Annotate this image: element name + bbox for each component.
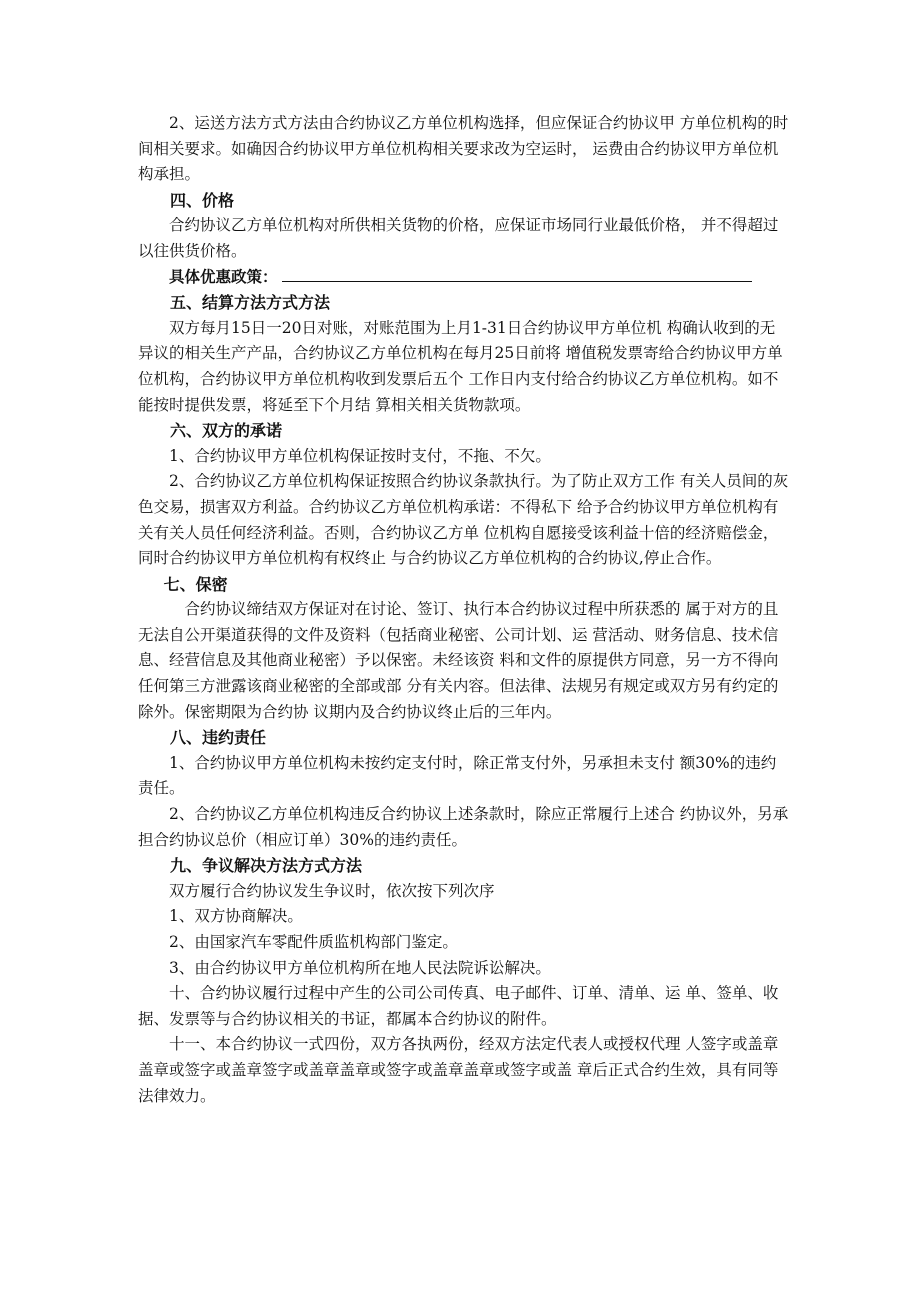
paragraph-attachments: 十、合约协议履行过程中产生的公司公司传真、电子邮件、订单、清单、运 单、签单、收据、发票等与合约协议相关的书证，都属本合约协议的附件。 (138, 984, 779, 1028)
paragraph-copies-effect: 十一、本合约协议一式四份，双方各执两份，经双方法定代表人或授权代理 人签字或盖章盖章或签字或盖章签字或盖章盖章或签字或盖章盖章或签字或盖 章后正式合约生效，具有同等法律效力。 (138, 1035, 779, 1105)
section-heading-settlement: 五、结算方法方式方法 (170, 293, 331, 313)
paragraph-commitment-2: 2、合约协议乙方单位机构保证按照合约协议条款执行。为了防止双方工作 有关人员间的灰色交易，损害双方利益。合约协议乙方单位机构承诺：不得私下 给予合约协议甲方单位机构有关有关人员任何经济利益。否则，合约协议乙方单 位机构自愿接受该利益十倍的经济赔偿金，同时合约协议甲方单位机构有权终止 与合约协议乙方单位机构的合约协议,停止合作。 (138, 472, 789, 568)
section-heading-confidentiality: 七、保密 (163, 574, 228, 594)
paragraph-dispute-1: 1、双方协商解决。 (169, 907, 303, 926)
paragraph-settlement: 双方每月15日一20日对账，对账范围为上月1-31日合约协议甲方单位机 构确认收到的无异议的相关生产产品，合约协议乙方单位机构在每月25日前将 增值税发票寄给合约协议甲方单位机构，合约协议甲方单位机构收到发票后五个 工作日内支付给合约协议乙方单位机构。如不能按时提供发票，将延至下个月结 算相关相关货物款项。 (138, 318, 783, 414)
paragraph-liability-2: 2、合约协议乙方单位机构违反合约协议上述条款时，除应正常履行上述合 约协议外，另承担合约协议总价（相应订单）30%的违约责任。 (138, 805, 789, 849)
paragraph-dispute-2: 2、由国家汽车零配件质监机构部门鉴定。 (169, 933, 458, 951)
discount-policy-line (138, 265, 790, 291)
paragraph-price: 合约协议乙方单位机构对所供相关货物的价格，应保证市场同行业最低价格， 并不得超过以往供货价格。 (138, 216, 779, 260)
discount-policy-blank[interactable] (282, 266, 752, 282)
paragraph-confidentiality: 合约协议缔结双方保证对在讨论、签订、执行本合约协议过程中所获悉的 属于对方的且无法自公开渠道获得的文件及资料（包括商业秘密、公司计划、运 营活动、财务信息、技术信息、经营信息及其他商业秘密）予以保密。未经该资 料和文件的原提供方同意，另一方不得向任何第三方泄露该商业秘密的全部或部 分有关内容。但法律、法规另有规定或双方另有约定的除外。保密期限为合约协 议期内及合约协议终止后的三年内。 (138, 600, 779, 721)
paragraph-dispute-intro: 双方履行合约协议发生争议时，依次按下列次序 (169, 881, 495, 900)
paragraph-dispute-3: 3、由合约协议甲方单位机构所在地人民法院诉讼解决。 (169, 958, 551, 977)
contract-body (138, 111, 790, 1109)
section-heading-price: 四、价格 (170, 190, 235, 210)
paragraph-transport-method: 2、运送方法方式方法由合约协议乙方单位机构选择，但应保证合约协议甲 方单位机构的时间相关要求。如确因合约协议甲方单位机构相关要求改为空运时， 运费由合约协议甲方单位机构承担。 (138, 114, 789, 184)
section-heading-commitments: 六、双方的承诺 (170, 421, 283, 441)
paragraph-liability-1: 1、合约协议甲方单位机构未按约定支付时，除正常支付外，另承担未支付 额30%的违约责任。 (138, 753, 777, 798)
paragraph-commitment-1: 1、合约协议甲方单位机构保证按时支付，不拖、不欠。 (169, 446, 551, 465)
section-heading-dispute: 九、争议解决方法方式方法 (170, 856, 363, 876)
section-heading-liability: 八、违约责任 (170, 728, 267, 748)
discount-policy-label: 具体优惠政策： (169, 267, 278, 286)
